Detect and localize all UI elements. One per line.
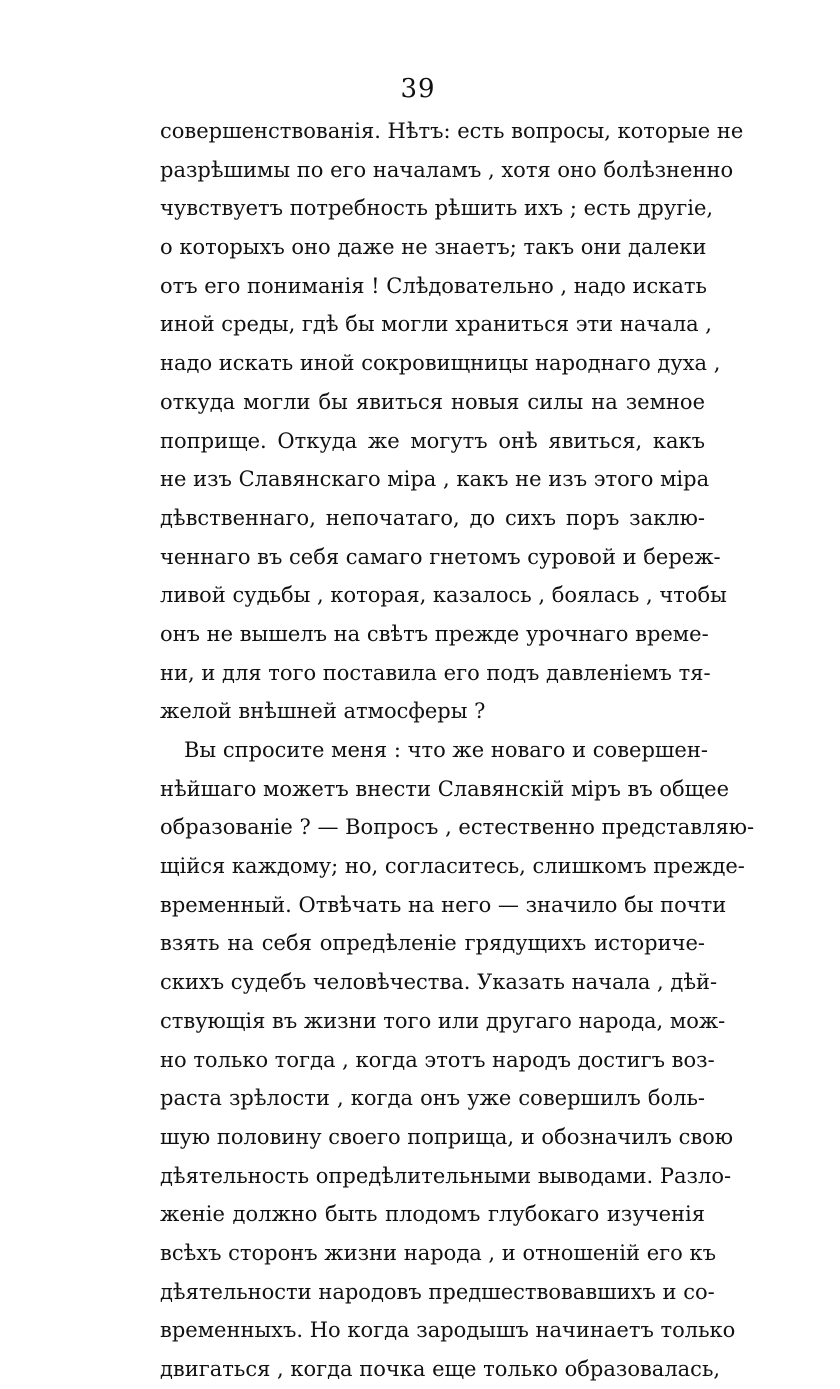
text-line: чувствуетъ потребность рѣшить ихъ ; есть другіе, bbox=[160, 196, 714, 221]
text-line: онъ не вышелъ на свѣтъ прежде урочнаго време- bbox=[160, 621, 709, 646]
text-line: женіе должно быть плодомъ глубокаго изученія bbox=[160, 1202, 705, 1227]
text-line: ченнаго въ себя самаго гнетомъ суровой и береж- bbox=[160, 544, 721, 569]
text-line: дѣятельность опредѣлительными выводами. Разло- bbox=[160, 1163, 732, 1188]
text-line: ливой судьбы , которая, казалось , боялась , чтобы bbox=[160, 583, 727, 608]
text-line: дѣвственнаго, непочатаго, до сихъ поръ заклю- bbox=[160, 505, 705, 530]
text-line: взять на себя опредѣленіе грядущихъ историче- bbox=[160, 931, 705, 956]
text-line: разрѣшимы по его началамъ , хотя оно болѣзненно bbox=[160, 157, 734, 182]
text-line: надо искать иной сокровищницы народнаго духа , bbox=[160, 351, 721, 376]
text-line: о которыхъ оно даже не знаетъ; такъ они далеки bbox=[160, 235, 707, 260]
text-line: но только тогда , когда этотъ народъ достигъ воз- bbox=[160, 1047, 715, 1072]
body-text bbox=[160, 112, 755, 1389]
text-line: щійся каждому; но, согласитесь, слишкомъ прежде- bbox=[160, 854, 745, 879]
text-line: нѣйшаго можетъ внести Славянскій міръ въ общее bbox=[160, 776, 730, 801]
text-line: временный. Отвѣчать на него — значило бы почти bbox=[160, 892, 727, 917]
text-line: образованіе ? — Вопросъ , естественно представляю- bbox=[160, 815, 755, 840]
text-line: совершенствованія. Нѣтъ: есть вопросы, которые не bbox=[160, 119, 744, 143]
page-number: 39 bbox=[400, 74, 436, 104]
text-line: дѣятельности народовъ предшествовавшихъ и со- bbox=[160, 1279, 715, 1304]
text-line: иной среды, гдѣ бы могли храниться эти начала , bbox=[160, 312, 712, 337]
text-line: ствующія въ жизни того или другаго народа, мож- bbox=[160, 1008, 726, 1033]
text-line: отъ его пониманія ! Слѣдовательно , надо искать bbox=[160, 273, 707, 298]
text-line: раста зрѣлости , когда онъ уже совершилъ боль- bbox=[160, 1086, 705, 1111]
text-line: временныхъ. Но когда зародышъ начинаетъ только bbox=[160, 1318, 736, 1343]
text-line: всѣхъ сторонъ жизни народа , и отношеній его къ bbox=[160, 1240, 716, 1265]
text-line: желой внѣшней атмосферы ? bbox=[160, 699, 486, 724]
text-line: скихъ судебъ человѣчества. Указать начала , дѣй- bbox=[160, 970, 718, 995]
text-line: двигаться , когда почка еще только образовалась, bbox=[160, 1357, 721, 1381]
text-line: ни, и для того поставила его подъ давленіемъ тя- bbox=[160, 660, 711, 685]
text-line: поприще. Откуда же могутъ онѣ явиться, какъ bbox=[160, 428, 705, 453]
text-line: откуда могли бы явиться новыя силы на земное bbox=[160, 389, 705, 414]
text-line: шую половину своего поприща, и обозначилъ свою bbox=[160, 1124, 734, 1149]
text-line: Вы спросите меня : что же новаго и совершен- bbox=[184, 738, 708, 762]
text-line: не изъ Славянскаго міра , какъ не изъ этого міра bbox=[160, 467, 710, 492]
